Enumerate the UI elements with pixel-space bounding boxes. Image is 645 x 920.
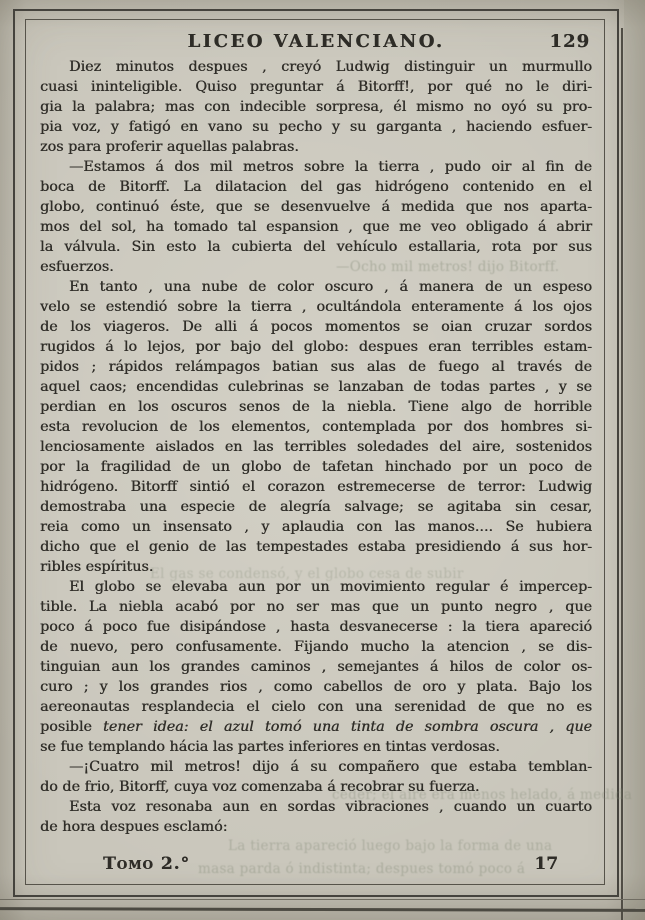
text-line: globo, continuó éste, que se desenvuelve á medida que nos aparta- [40,199,592,215]
body-text [40,57,592,837]
text-line: —¡Cuatro mil metros! dijo á su compañero que estaba temblan- [69,759,592,775]
text-line: dicho que el genio de las tempestades estaba presidiendo á sus hor- [40,539,592,555]
text-line: reia como un insensato , y aplaudia con las manos.... Se hubiera [40,519,592,535]
bleedthrough-line: El gas se condensó, y el globo cesa de subir [150,566,464,582]
text-line: poco á poco fue disipándose , hasta desvanecerse : la tiera apareció [40,619,592,635]
text-line: tible. La niebla acabó por no ser mas que un punto negro , que [40,599,592,615]
colophon [40,854,592,880]
text-line: esta revolucion de los elementos, contemplada por dos hombres si- [40,419,592,435]
text-line: por la fragilidad de un globo de tafetan hinchado por un poco de [40,459,592,475]
text-line: pidos ; rápidos relámpagos batian sus alas de fuego al través de [40,359,592,375]
text-line: esfuerzos. [40,259,114,275]
page-edge-bottom-thick [0,907,645,912]
text-line: se fue templando hácia las partes inferiores en tintas verdosas. [40,739,500,755]
text-line: hidrógeno. Bitorff sintió el corazon estremecerse de terror: Ludwig [40,479,592,495]
text-line: de los viageros. De alli á pocos momentos se oian cruzar sordos [40,319,592,335]
text-line: perdian en los oscuros senos de la niebla. Tiene algo de horrible [40,399,592,415]
text-line: —Estamos á dos mil metros sobre la tierra , pudo oir al fin de [69,159,592,175]
text-line: El globo se elevaba aun por un movimiento regular é impercep- [69,579,592,595]
text-line: curo ; y los grandes rios , como cabellos de oro y plata. Bajo los [40,679,592,695]
text-line: la válvula. Sin esto la cubierta del vehículo estallaria, rota por sus [40,239,592,255]
text-line: lenciosamente aislados en las terribles soledades del aire, sostenidos [40,439,592,455]
bleedthrough-line: masa parda ó indistinta; despues tomó poco á [198,861,526,877]
text-line: zos para proferir aquellas palabras. [40,139,299,155]
text-line: cuasi ininteligible. Quiso preguntar á Bitorff!, por qué no le diri- [40,79,592,95]
page-number: 129 [549,31,590,52]
text-line: gia la palabra; mas con indecible sorpresa, él mismo no oyó su pro- [40,99,592,115]
text-line: do de frio, Bitorff, cuya voz comenzaba á recobrar su fuerza. [40,779,480,795]
text-line: mos del sol, ha tomado tal espansion , que me veo obligado á abrir [40,219,592,235]
text-line: demostraba una especie de alegría salvage; se agitaba sin cesar, [40,499,592,515]
text-line: de nuevo, pero confusamente. Fijando mucho la atencion , se dis- [40,639,592,655]
text-line: Diez minutos despues , creyó Ludwig distinguir un murmullo [69,59,592,75]
text-line: de hora despues esclamó: [40,819,228,835]
text-line [40,717,592,737]
bleedthrough-line: ceder; el aire era menos helado, á medida [332,787,633,803]
italic-phrase: tener idea: el azul tomó una tinta de sombra oscura , que [103,719,592,735]
text-line: rugidos á lo lejos, por bajo del globo: despues eran terribles estam- [40,339,592,355]
text-line: aereonautas resplandecia el cielo con una serenidad de que no es [40,699,592,715]
text-line: aquel caos; encendidas culebrinas se lanzaban de todas partes , y se [40,379,592,395]
page-title: LICEO VALENCIANO. [187,31,445,52]
text-line: pia voz, y fatigó en vano su pecho y su garganta , haciendo esfuer- [40,119,592,135]
text-line: tinguian aun los grandes caminos , semejantes á hilos de color os- [40,659,592,675]
text-line: velo se estendió sobre la tierra , ocultándola enteramente á los ojos [40,299,592,315]
scan-background-right [624,0,645,920]
text-line: En tanto , una nube de color oscuro , á manera de un espeso [69,279,592,295]
text-line: Esta voz resonaba aun en sordas vibraciones , cuando un cuarto [69,799,592,815]
running-head [40,31,592,55]
text-line: ribles espíritus. [40,559,154,575]
volume-label: Tomo 2.° [103,854,191,874]
page-edge-bottom-thin [0,899,645,900]
bleedthrough-line: —Ocho mil metros! dijo Bitorff. [336,259,560,275]
text-line: boca de Bitorff. La dilatacion del gas hidrógeno contenido en el [40,179,592,195]
bleedthrough-line: La tierra apareció luego bajo la forma de una [228,838,553,854]
signature-number: 17 [534,854,558,874]
text-segment: posible [40,719,104,735]
